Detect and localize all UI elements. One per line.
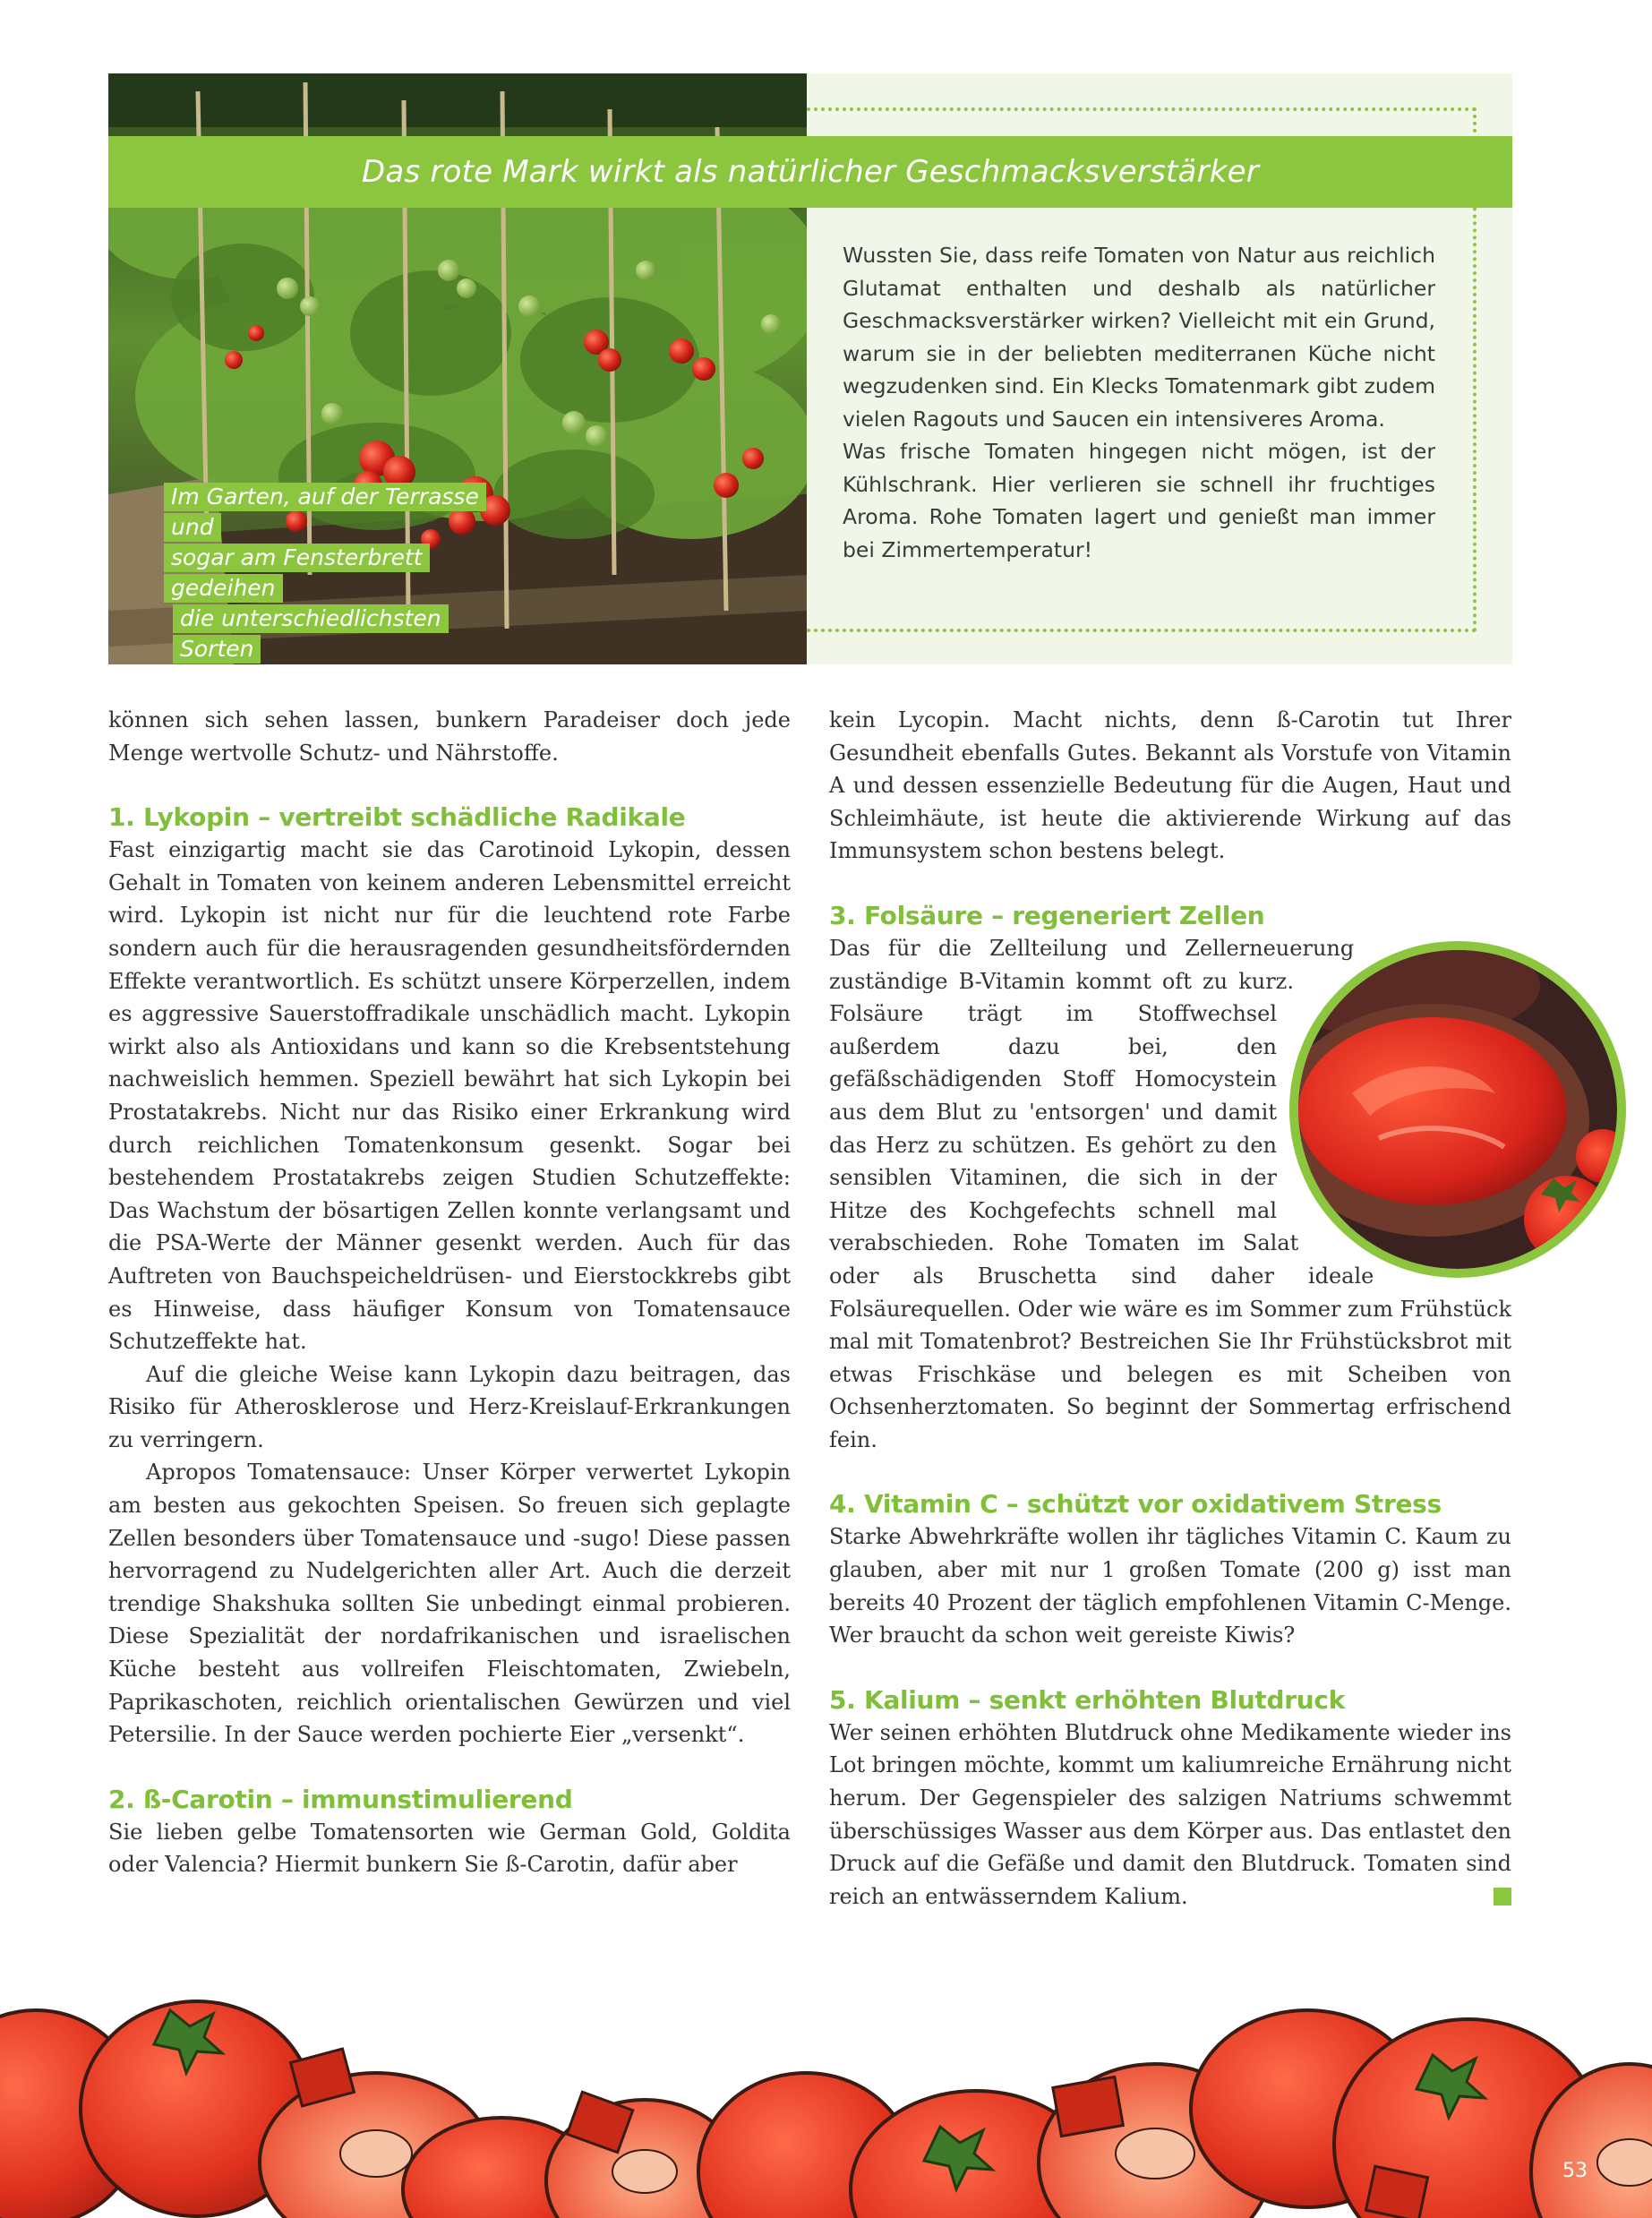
- section-heading-lykopin: 1. Lykopin – vertreibt schädliche Radikale: [108, 802, 686, 833]
- body-paragraph: Auf die gleiche Weise kann Lykopin dazu beitragen, das Risiko für Atherosklerose und Herz-Kreislauf-Erkrankungen zu verringern.: [108, 1361, 791, 1452]
- body-paragraph: Starke Abwehrkräfte wollen ihr tägliches Vitamin C. Kaum zu glauben, aber mit nur 1 großen Tomate (200 g) isst man bereits 40 Prozent der täglich empfohlenen Vitamin C-Menge. Wer braucht da schon weit gereiste Kiwis?: [829, 1524, 1511, 1649]
- body-paragraph: kein Lycopin. Macht nichts, denn ß-Carotin tut Ihrer Gesundheit ebenfalls Gutes. Bekannt als Vorstufe von Vitamin A und dessen essenzielle Bedeutung für die Augen, Haut und Schleimhäute, ist heute die aktivierende Wirkung auf das Immunsystem schon bestens belegt.: [829, 707, 1511, 864]
- photo-caption: Im Garten, auf der Terrasse und sogar am Fensterbrett gedeihen die unterschiedlichsten Sorten: [108, 482, 520, 664]
- body-paragraph: Das für die Zellteilung und Zellerneuerung zuständige B-Vitamin kommt oft zu kurz. Folsäure trägt im Stoffwechsel außerdem dazu bei, den gefäßschädigenden Stoff Homocystein aus dem Blut zu 'entsorgen' und damit das Herz zu schützen. Es gehört zu den sensiblen Vitaminen, die sich in der Hitze des Kochgefechts schnell mal verabschieden. Rohe Tomaten im Salat oder als Bruschetta sind daher ideale Folsäurequellen. Oder wie wäre es im Sommer zum Frühstück mal mit Tomatenbrot? Bestreichen Sie Ihr Frühstücksbrot mit etwas Frischkäse und belegen es mit Scheiben von Ochsenherztomaten. So beginnt der Sommertag erfrischend fein.: [829, 935, 1511, 1452]
- info-paragraph: Was frische Tomaten hingegen nicht mögen, ist der Kühlschrank. Hier verlieren sie schnell ihr fruchtiges Aroma. Rohe Tomaten lagert und genießt man immer bei Zimmertemperatur!: [843, 439, 1435, 562]
- article-column-left: [108, 704, 791, 1881]
- info-box-text: [843, 239, 1435, 566]
- tomato-sauce-photo-wrap: [1289, 941, 1612, 1285]
- section-heading-vitamin-c: 4. Vitamin C – schützt vor oxidativem Stress: [829, 1489, 1442, 1520]
- banner-title: Das rote Mark wirkt als natürlicher Geschmacksverstärker: [108, 136, 1512, 208]
- green-square-icon: [1494, 1888, 1511, 1905]
- page-number: 53: [1562, 2160, 1588, 2182]
- body-paragraph: Wer seinen erhöhten Blutdruck ohne Medikamente wieder ins Lot bringen möchte, kommt um kaliumreiche Ernährung nicht herum. Der Gegenspieler des salzigen Natriums schwemmt überschüssiges Wasser aus dem Körper aus. Das entlastet den Druck auf die Gefäße und damit den Blutdruck. Tomaten sind reich an entwässerndem Kalium.: [829, 1719, 1511, 1909]
- tomato-illustration-footer: [0, 1974, 1652, 2218]
- body-paragraph: Fast einzigartig macht sie das Carotinoid Lykopin, dessen Gehalt in Tomaten von keinem anderen Lebensmittel erreicht wird. Lykopin ist nicht nur für die leuchtend rote Farbe sondern auch für die herausragenden gesundheitsfördernden Effekte verantwortlich. Es schützt unsere Körperzellen, indem es aggressive Sauerstoffradikale unschädlich macht. Lykopin wirkt also als Antioxidans und kann so die Krebsentstehung nachweislich hemmen. Speziell bewährt hat sich Lykopin bei Prostatakrebs. Nicht nur das Risiko einer Erkrankung wird durch reichlichen Tomatenkonsum gesenkt. Sogar bei bestehendem Prostatakrebs zeigen Studien Schutzeffekte: Das Wachstum der bösartigen Zellen konnte verlangsamt und die PSA-Werte der Männer gesenkt werden. Auch für das Auftreten von Bauchspeicheldrüsen- und Eierstockkrebs gibt es Hinweise, dass häufiger Konsum von Tomatensauce Schutzeffekte hat.: [108, 837, 791, 1355]
- intro-paragraph: können sich sehen lassen, bunkern Paradeiser doch jede Menge wertvolle Schutz- und Nährstoffe.: [108, 707, 791, 766]
- article-column-right: [829, 704, 1511, 1913]
- section-heading-folsaeure: 3. Folsäure – regeneriert Zellen: [829, 900, 1265, 930]
- body-paragraph: Sie lieben gelbe Tomatensorten wie German Gold, Goldita oder Valencia? Hiermit bunkern Sie ß-Carotin, dafür aber: [108, 1819, 791, 1878]
- tomato-sauce-photo: [1289, 941, 1626, 1278]
- section-heading-kalium: 5. Kalium – senkt erhöhten Blutdruck: [829, 1684, 1346, 1715]
- body-paragraph: Apropos Tomatensauce: Unser Körper verwertet Lykopin am besten aus gekochten Speisen. So freuen sich geplagte Zellen besonders über Tomatensauce und -sugo! Diese passen hervorragend zu Nudelgerichten aller Art. Auch die derzeit trendige Shakshuka sollten Sie unbedingt einmal probieren. Diese Spezialität der nordafrikanischen und israelischen Küche besteht aus vollreifen Fleischtomaten, Zwiebeln, Paprikaschoten, reichlich orientalischen Gewürzen und viel Petersilie. In der Sauce werden pochierte Eier „versenkt“.: [108, 1460, 791, 1748]
- section-heading-carotin: 2. ß-Carotin – immunstimulierend: [108, 1784, 573, 1814]
- info-paragraph: Wussten Sie, dass reife Tomaten von Natur aus reichlich Glutamat enthalten und deshalb als natürlicher Geschmacksverstärker wirken? Vielleicht mit ein Grund, warum sie in der beliebten mediterranen Küche nicht wegzudenken sind. Ein Klecks Tomatenmark gibt zudem vielen Ragouts und Saucen ein intensiveres Aroma.: [843, 243, 1435, 432]
